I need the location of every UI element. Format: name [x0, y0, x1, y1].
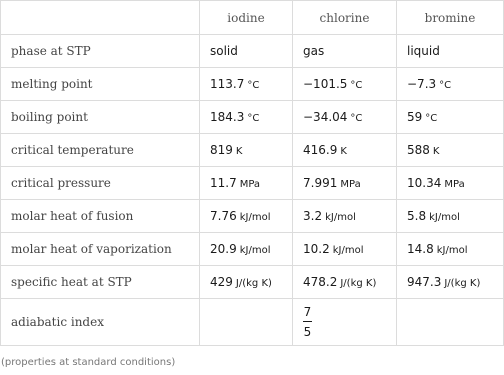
- table-row: [1, 266, 504, 299]
- cell-chlorine: [293, 134, 397, 167]
- cell-iodine: [200, 200, 293, 233]
- value-number: −34.04: [303, 110, 348, 124]
- value-number: 11.7: [210, 176, 237, 190]
- value-number: 429: [210, 275, 233, 289]
- value-number: 113.7: [210, 77, 245, 91]
- table-row: [1, 134, 504, 167]
- cell-chlorine: [293, 299, 397, 346]
- header-empty-cell: [1, 1, 200, 35]
- value-number: 10.34: [407, 176, 442, 190]
- cell-chlorine: [293, 233, 397, 266]
- value-unit: kJ/mol: [429, 212, 460, 223]
- value-unit: MPa: [239, 179, 261, 190]
- cell-chlorine: [293, 200, 397, 233]
- value-number: gas: [303, 44, 325, 58]
- value-unit: °C: [247, 80, 260, 91]
- cell-chlorine: [293, 101, 397, 134]
- row-label: phase at STP: [1, 35, 200, 68]
- cell-iodine: [200, 134, 293, 167]
- value-unit: °C: [350, 113, 363, 124]
- cell-bromine: [397, 167, 504, 200]
- cell-iodine: [200, 266, 293, 299]
- fraction: [303, 305, 312, 339]
- value-unit: J/(kg K): [340, 278, 377, 289]
- value-number: liquid: [407, 44, 440, 58]
- value-number: 819: [210, 143, 233, 157]
- cell-iodine: [200, 167, 293, 200]
- cell-chlorine: [293, 68, 397, 101]
- value-number: 3.2: [303, 209, 323, 223]
- value-unit: kJ/mol: [239, 212, 271, 223]
- value-number: 478.2: [303, 275, 338, 289]
- value-unit: MPa: [444, 179, 465, 190]
- value-unit: kJ/mol: [325, 212, 356, 223]
- value-number: 5.8: [407, 209, 427, 223]
- cell-iodine: [200, 68, 293, 101]
- cell-iodine: [200, 101, 293, 134]
- value-unit: J/(kg K): [444, 278, 481, 289]
- value-unit: J/(kg K): [235, 278, 272, 289]
- value-number: 416.9: [303, 143, 338, 157]
- value-number: 184.3: [210, 110, 245, 124]
- value-number: 20.9: [210, 242, 237, 256]
- cell-bromine: [397, 200, 504, 233]
- value-number: 59: [407, 110, 423, 124]
- value-unit: K: [432, 146, 440, 157]
- value-unit: °C: [247, 113, 260, 124]
- value-unit: kJ/mol: [332, 245, 364, 256]
- table-row: [1, 233, 504, 266]
- value-unit: °C: [350, 80, 363, 91]
- value-number: −101.5: [303, 77, 348, 91]
- cell-chlorine: [293, 266, 397, 299]
- cell-bromine: [397, 101, 504, 134]
- cell-bromine: [397, 134, 504, 167]
- row-label: specific heat at STP: [1, 266, 200, 299]
- row-label: critical temperature: [1, 134, 200, 167]
- table-row-adiabatic-index: [1, 299, 504, 346]
- table-row: [1, 200, 504, 233]
- fraction-bar: [303, 321, 312, 322]
- cell-bromine: [397, 233, 504, 266]
- cell-bromine: [397, 35, 504, 68]
- value-unit: °C: [425, 113, 438, 124]
- cell-iodine: [200, 35, 293, 68]
- value-number: 7.76: [210, 209, 237, 223]
- table-row: [1, 101, 504, 134]
- value-number: 947.3: [407, 275, 442, 289]
- value-unit: K: [340, 146, 347, 157]
- value-number: 14.8: [407, 242, 434, 256]
- row-label: molar heat of fusion: [1, 200, 200, 233]
- row-label: critical pressure: [1, 167, 200, 200]
- table-row: [1, 167, 504, 200]
- column-header-iodine: iodine: [200, 1, 293, 35]
- table-row: [1, 35, 504, 68]
- cell-chlorine: [293, 35, 397, 68]
- value-unit: kJ/mol: [239, 245, 271, 256]
- cell-chlorine: [293, 167, 397, 200]
- footnote: (properties at standard conditions): [1, 357, 176, 368]
- value-number: −7.3: [407, 77, 437, 91]
- value-unit: MPa: [340, 179, 361, 190]
- value-number: 10.2: [303, 242, 330, 256]
- fraction-denominator: 5: [303, 325, 312, 339]
- table-body: [1, 35, 504, 299]
- row-label: molar heat of vaporization: [1, 233, 200, 266]
- cell-bromine: [397, 266, 504, 299]
- cell-iodine: [200, 233, 293, 266]
- column-header-chlorine: chlorine: [293, 1, 397, 35]
- cell-bromine: [397, 68, 504, 101]
- value-number: 588: [407, 143, 430, 157]
- value-number: solid: [210, 44, 238, 58]
- cell-bromine: [397, 299, 504, 346]
- column-header-bromine: bromine: [397, 1, 504, 35]
- table-row: [1, 68, 504, 101]
- value-unit: K: [235, 146, 243, 157]
- value-number: 7.991: [303, 176, 338, 190]
- row-label: adiabatic index: [1, 299, 200, 346]
- value-unit: kJ/mol: [436, 245, 468, 256]
- value-unit: °C: [439, 80, 452, 91]
- row-label: boiling point: [1, 101, 200, 134]
- row-label: melting point: [1, 68, 200, 101]
- fraction-numerator: 7: [303, 305, 312, 319]
- cell-iodine: [200, 299, 293, 346]
- table-header-row: [1, 1, 504, 35]
